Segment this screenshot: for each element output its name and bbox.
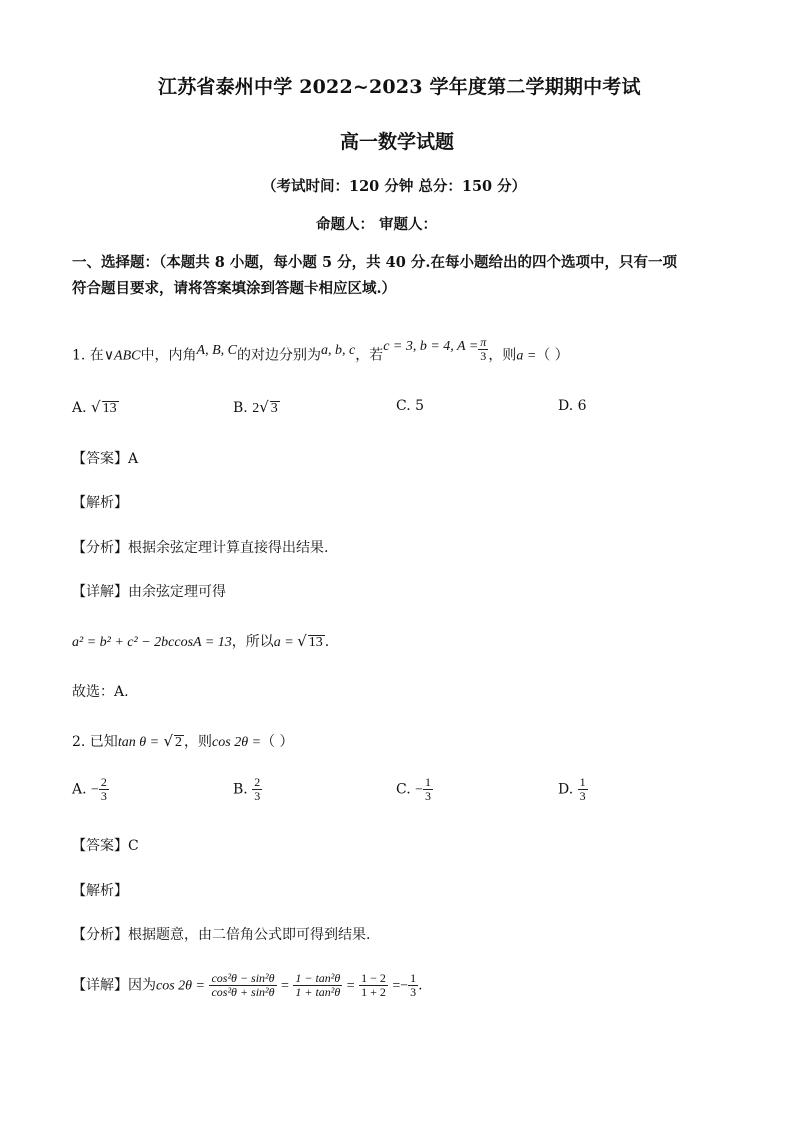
q2-option-b-label: B. bbox=[233, 781, 248, 798]
q1-option-a-value: 13 bbox=[102, 401, 117, 416]
q2-f4-num: 1 bbox=[410, 971, 417, 985]
q2-b-num: 2 bbox=[254, 775, 261, 789]
q1-result: a = bbox=[273, 635, 298, 650]
q2-frac-3 bbox=[359, 972, 388, 999]
q2-option-a-sign: − bbox=[91, 782, 99, 798]
exam-title: 江苏省泰州中学 2022~2023 学年度第二学期期中考试 bbox=[158, 76, 641, 98]
sqrt-icon: √ bbox=[163, 732, 174, 750]
q2-c-den: 3 bbox=[425, 789, 432, 803]
section-heading-line1: 一、选择题：（本题共 8 小题，每小题 5 分，共 40 分.在每小题给出的四个选项中，只有一项 bbox=[72, 254, 677, 271]
q1-detail-text: 由余弦定理可得 bbox=[128, 584, 226, 600]
q2-a-den: 3 bbox=[100, 789, 107, 803]
q2-option-a bbox=[72, 776, 109, 803]
answer-label: 【答案】 bbox=[72, 451, 128, 467]
q1-formula-tail: ，所以 bbox=[231, 634, 274, 650]
exam-subtitle: 高一数学试题 bbox=[340, 131, 455, 153]
answer-label: 【答案】 bbox=[72, 838, 128, 854]
q1-sides: a, b, c bbox=[320, 342, 356, 358]
q2-a-num: 2 bbox=[100, 775, 107, 789]
q1-option-b-value: 3 bbox=[270, 401, 278, 416]
q1-analysis-label: 【解析】 bbox=[72, 495, 128, 511]
question-2-stem bbox=[72, 731, 294, 751]
q1-option-a bbox=[72, 398, 119, 416]
q2-d-num: 1 bbox=[579, 775, 586, 789]
q2-eq-1: = bbox=[281, 978, 289, 994]
q1-result-value: 13 bbox=[308, 635, 323, 650]
q2-condition-value: 2 bbox=[175, 735, 183, 750]
q2-eq-2: = bbox=[346, 978, 355, 994]
q2-f3-den: 1 + 2 bbox=[361, 985, 386, 999]
q2-condition: tan θ = bbox=[117, 735, 160, 750]
q2-detail-text: 因为 bbox=[128, 977, 156, 994]
q2-option-b-frac bbox=[252, 776, 262, 803]
q2-ask: cos 2θ = bbox=[212, 735, 262, 750]
q2-answer bbox=[72, 835, 139, 855]
q2-frac-1 bbox=[209, 972, 276, 999]
q2-option-a-label: A. bbox=[72, 781, 87, 798]
q2-answer-value: C bbox=[128, 838, 139, 854]
q1-result-end: . bbox=[324, 634, 330, 650]
q2-frac-2 bbox=[293, 972, 342, 999]
detail-label: 【详解】 bbox=[72, 977, 128, 994]
q1-fenxi bbox=[72, 537, 328, 557]
q2-c-num: 1 bbox=[425, 775, 432, 789]
q1-option-c: C. 5 bbox=[396, 398, 425, 414]
q1-paren: （ ） bbox=[536, 347, 569, 364]
q1-pi-over-3 bbox=[478, 336, 488, 363]
q1-conclusion: 故选：A. bbox=[72, 684, 129, 700]
question-1-stem bbox=[72, 335, 569, 369]
q1-answer-value: A bbox=[128, 451, 139, 467]
q2-option-c bbox=[396, 776, 433, 803]
q2-option-c-label: C. bbox=[396, 781, 411, 798]
q1-formula-line bbox=[72, 631, 329, 651]
q2-option-d bbox=[558, 776, 588, 803]
q2-option-c-frac bbox=[423, 776, 433, 803]
q1-option-d: D. 6 bbox=[558, 398, 587, 414]
section-heading-line2: 符合题目要求，请将答案填涂到答题卡相应区域.） bbox=[72, 280, 397, 297]
q2-mid: ，则 bbox=[184, 734, 213, 750]
q2-option-a-frac bbox=[99, 776, 109, 803]
q1-fenxi-text: 根据余弦定理计算直接得出结果. bbox=[128, 540, 329, 556]
q1-detail bbox=[72, 581, 226, 601]
q2-fenxi bbox=[72, 924, 370, 944]
sqrt-icon: √ bbox=[297, 632, 307, 650]
sqrt-icon: √ bbox=[259, 398, 269, 416]
q1-mid2: 的对边分别为 bbox=[236, 347, 321, 364]
q2-option-d-frac bbox=[578, 776, 588, 803]
q1-option-b-coef: 2 bbox=[252, 401, 260, 416]
q1-triangle: ∨ABC bbox=[103, 348, 141, 364]
q1-mid4: ，则 bbox=[488, 347, 517, 364]
q1-option-b bbox=[233, 398, 280, 417]
q2-neg: − bbox=[400, 978, 409, 994]
q1-formula: a² = b² + c² − 2bccosA = 13 bbox=[72, 635, 232, 650]
q2-f3-num: 1 − 2 bbox=[361, 971, 386, 985]
q2-option-d-label: D. bbox=[558, 781, 574, 798]
q2-option-c-sign: − bbox=[415, 782, 424, 798]
q2-end: . bbox=[418, 977, 423, 994]
q2-analysis-label: 【解析】 bbox=[72, 883, 128, 899]
q1-angles: A, B, C bbox=[196, 342, 237, 358]
q1-frac-den: 3 bbox=[480, 349, 487, 363]
q2-paren: （ ） bbox=[261, 734, 294, 750]
exam-authors: 命题人： 审题人： bbox=[316, 216, 438, 233]
q2-prefix: 2. 已知 bbox=[72, 734, 118, 750]
q2-f2-den: 1 + tan²θ bbox=[295, 985, 341, 999]
q1-frac-num: π bbox=[480, 335, 487, 349]
q1-ask: a = bbox=[516, 348, 537, 364]
q1-answer bbox=[72, 448, 138, 468]
detail-label: 【详解】 bbox=[72, 584, 128, 600]
fenxi-label: 【分析】 bbox=[72, 540, 128, 556]
q1-option-b-label: B. bbox=[233, 400, 248, 416]
q2-f2-num: 1 − tan²θ bbox=[295, 971, 341, 985]
exam-info: （考试时间：120 分钟 总分：150 分） bbox=[262, 178, 527, 195]
q2-f4-den: 3 bbox=[410, 985, 417, 999]
q2-option-b bbox=[233, 776, 262, 803]
q2-f1-num: cos²θ − sin²θ bbox=[211, 971, 275, 985]
q2-d-den: 3 bbox=[579, 789, 586, 803]
q2-fenxi-text: 根据题意，由二倍角公式即可得到结果. bbox=[128, 927, 371, 943]
q2-b-den: 3 bbox=[254, 789, 261, 803]
q1-option-a-label: A. bbox=[72, 400, 87, 416]
q2-frac-4 bbox=[408, 972, 418, 999]
q2-lhs: cos 2θ = bbox=[156, 978, 205, 994]
fenxi-label: 【分析】 bbox=[72, 927, 128, 943]
q1-mid1: 中，内角 bbox=[140, 347, 197, 364]
q2-detail bbox=[72, 972, 423, 999]
q1-condition: c = 3, b = 4, A = bbox=[383, 338, 479, 354]
q2-eq-3: = bbox=[392, 978, 401, 994]
q1-mid3: ，若 bbox=[355, 347, 384, 364]
q1-prefix: 1. 在 bbox=[72, 347, 104, 364]
sqrt-icon: √ bbox=[91, 398, 101, 416]
q2-f1-den: cos²θ + sin²θ bbox=[211, 985, 275, 999]
